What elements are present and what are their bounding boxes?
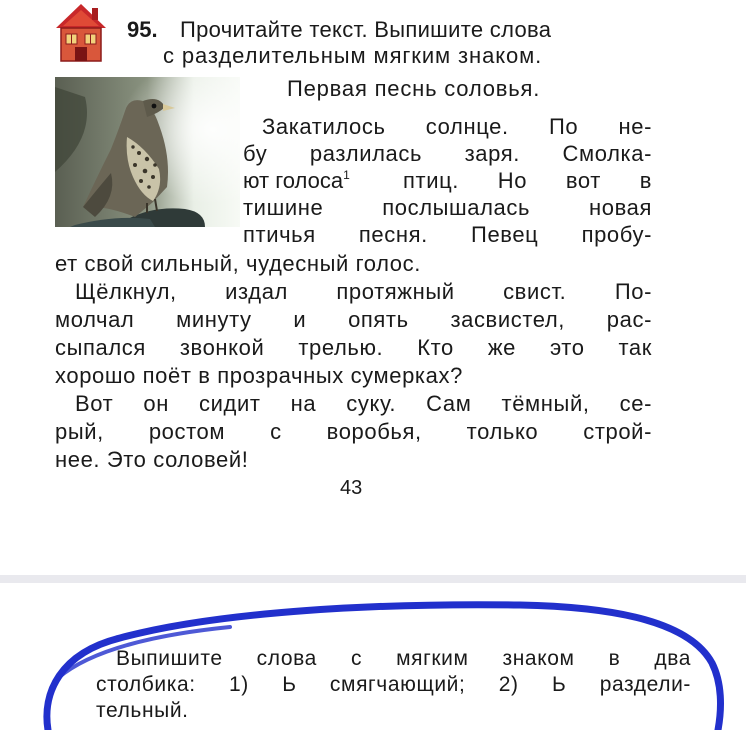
story-line: бу разлилась заря. Смолка- — [243, 141, 652, 166]
story-line: хорошо поёт в прозрачных сумерках? — [55, 363, 463, 388]
task-text-line: с разделительным мягким знаком. — [163, 43, 543, 68]
assignment-line: Выпишите слова с мягким знаком в два — [116, 647, 691, 670]
story-line — [243, 168, 350, 194]
page-number: 43 — [340, 477, 363, 499]
house-icon — [54, 2, 108, 64]
story-line: Вот он сидит на суку. Сам тёмный, се- — [75, 391, 652, 416]
story-line: сыпался звонкой трелью. Кто же это так — [55, 335, 652, 360]
story-line: молчал минуту и опять засвистел, рас- — [55, 307, 652, 332]
next-page-fragment — [0, 583, 746, 730]
page-separator — [0, 575, 746, 583]
exercise-number: 95. — [127, 17, 158, 42]
story-line: птичья песня. Певец пробу- — [243, 222, 652, 247]
story-title: Первая песнь соловья. — [287, 76, 541, 101]
story-line: Закатилось солнце. По не- — [262, 114, 652, 139]
assignment-line: столбика: 1) Ь смягчающий; 2) Ь раздели- — [96, 673, 691, 696]
story-line: рый, ростом с воробья, только строй- — [55, 419, 652, 444]
task-text-line: Прочитайте текст. Выпишите слова — [180, 17, 552, 42]
story-line-part: птиц. Но вот в — [403, 168, 652, 193]
story-line: ет свой сильный, чудесный голос. — [55, 251, 421, 276]
story-line: Щёлкнул, издал протяжный свист. По- — [75, 279, 652, 304]
story-line-part: ют голоса — [243, 168, 344, 193]
nightingale-photo — [55, 77, 240, 227]
assignment-line: тельный. — [96, 699, 189, 722]
story-line: нее. Это соловей! — [55, 447, 249, 472]
footnote-mark: 1 — [343, 168, 350, 182]
story-line: тишине послышалась новая — [243, 195, 652, 220]
